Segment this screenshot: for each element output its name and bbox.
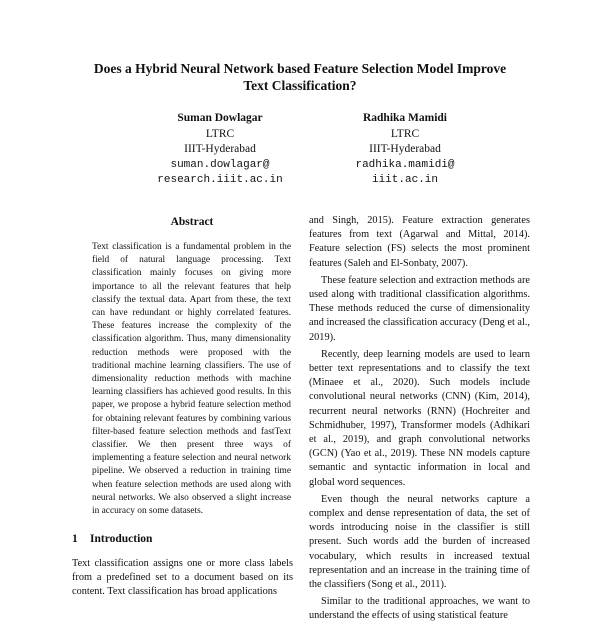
author-institute: IIIT-Hyderabad [369, 143, 441, 155]
author-lab: LTRC [390, 127, 420, 140]
author-name: Suman Dowlagar [177, 112, 263, 124]
author-email-line-1: suman.dowlagar@ [170, 158, 270, 171]
right-column [309, 214, 530, 624]
section-number: 1 [72, 533, 78, 545]
author-name: Radhika Mamidi [362, 112, 448, 124]
author-email-line-2: iiit.ac.in [371, 174, 438, 186]
paper-title-line-1: Does a Hybrid Neural Network based Feature Selection Model Improve [93, 61, 507, 76]
body-paragraph: and Singh, 2015). Feature extraction generates features from text (Agarwal and Mittal, 2014). Feature selection (FS) selects the most prominent features (Saleh and El-Sonbaty, 2007). [309, 215, 530, 269]
author-lab: LTRC [205, 127, 235, 140]
body-paragraph: These feature selection and extraction methods are used along with traditional classification algorithms. These methods reduced the curse of dimensionality and increased the classification accuracy (Deng et al., 2019). [309, 274, 530, 343]
body-paragraph: Recently, deep learning models are used to learn better text representations and to classify the text (Minaee et al., 2020). Such models include convolutional neural networks (CNN) (Kim, 2014), recurrent neural networks (RNN) (Hochreiter and Schmidhuber, 1997), Transformer models (Adhikari et al., 2019), and graph convolutional networks (GCN) (Yao et al., 2019). These NN models capture semantic and syntactic information in local and global word sequences. [309, 348, 530, 488]
author-block-2 [290, 111, 520, 189]
author-email-line-2: research.iiit.ac.in [157, 174, 283, 186]
section-heading-introduction [72, 533, 152, 545]
paper-title [0, 60, 600, 94]
author-institute: IIIT-Hyderabad [184, 143, 256, 155]
section-title: Introduction [90, 533, 153, 545]
intro-paragraph: Text classification assigns one or more class labels from a predefined set to a document based on its content. Text classification has broad applications [72, 558, 293, 598]
body-paragraph: Even though the neural networks capture a complex and dense representation of data, the set of words introducing noise in the classifier is still present. Such words add the burden of increased vocabulary, which results in increased textual representation and an increase in the training time of the classifiers (Song et al., 2011). [309, 493, 530, 591]
body-paragraph: Similar to the traditional approaches, we want to understand the effects of using statistical feature [309, 596, 530, 622]
paper-title-line-2: Text Classification? [243, 78, 357, 93]
abstract-heading: Abstract [170, 216, 214, 228]
author-email-line-1: radhika.mamidi@ [355, 158, 455, 171]
abstract-text: Text classification is a fundamental problem in the field of natural language processing. Text classification mainly focuses on giving more importance to all the relevant features that help classify the textual data. Apart from these, the text can have redundant or highly correlated features. These features increase the complexity of the classification algorithm. Thus, many dimensionality reduction methods were proposed with the traditional machine learning classifiers. The use of dimensionality reduction methods with machine learning classifiers has achieved good results. In this paper, we propose a hybrid feature selection method for obtaining relevant features by combining various filter-based feature selection methods and fastText classifier. We then present three ways of implementing a feature selection and neural network pipeline. We observed a reduction in training time when feature selection methods are used along with neural networks. We also observed a slight increase in accuracy on some datasets. [92, 242, 291, 517]
